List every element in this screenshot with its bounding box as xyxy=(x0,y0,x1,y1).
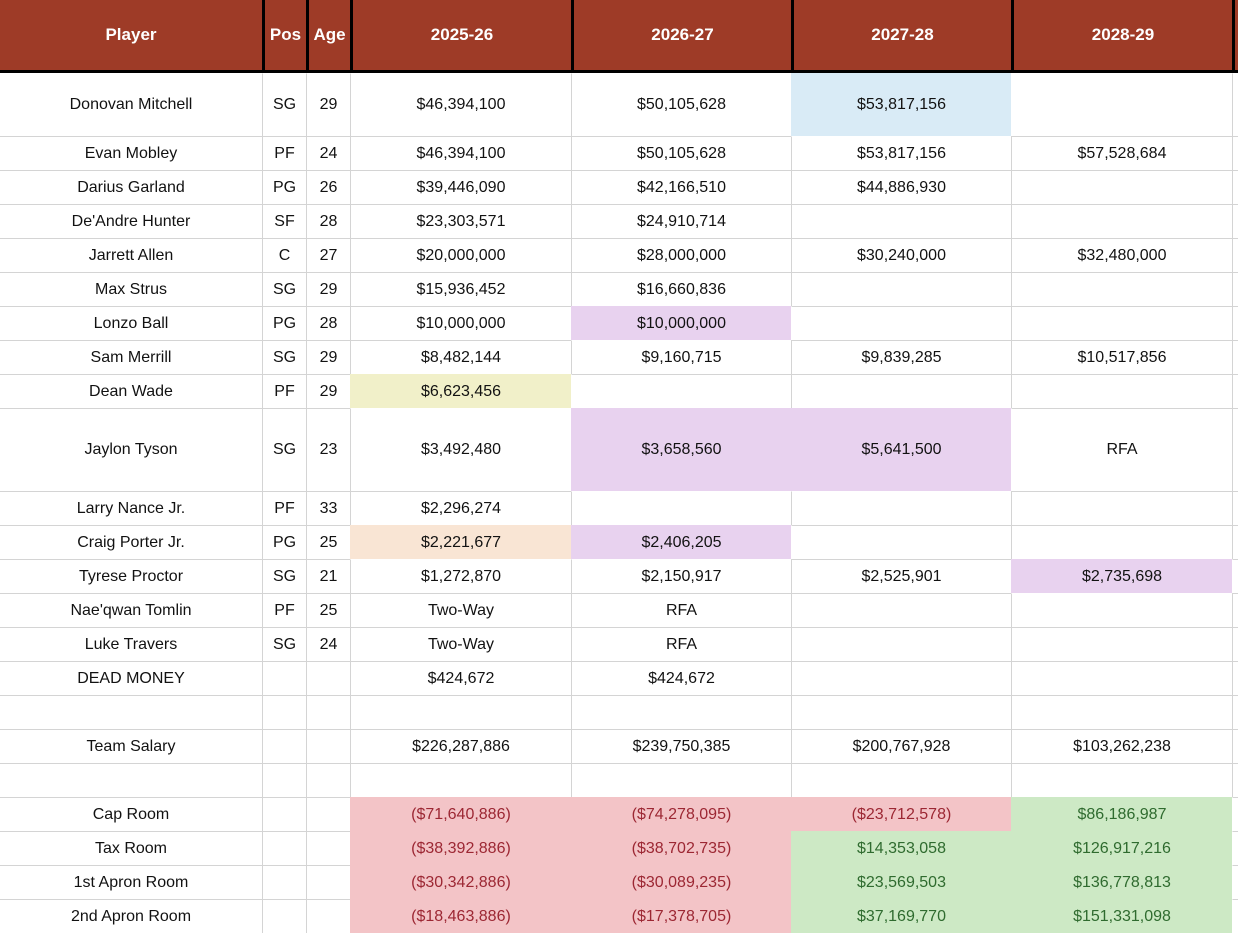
pos-cell[interactable]: PF xyxy=(262,136,306,170)
row-jarrett-allen xyxy=(0,238,1238,272)
pos-cell[interactable] xyxy=(262,661,306,695)
age-cell[interactable] xyxy=(306,865,350,899)
salary-cell-2025-26[interactable]: $39,446,090 xyxy=(350,170,571,204)
salary-cell-2028-29[interactable]: $32,480,000 xyxy=(1011,238,1232,272)
salary-cell-2026-27[interactable]: $10,000,000 xyxy=(571,306,791,340)
salary-cell-2025-26[interactable]: $424,672 xyxy=(350,661,571,695)
player-name-cell[interactable]: De'Andre Hunter xyxy=(0,204,262,238)
salary-cell-2028-29[interactable] xyxy=(1011,491,1232,525)
salary-cell-2027-28[interactable] xyxy=(791,272,1011,306)
column-header-2025-26[interactable]: 2025-26 xyxy=(350,0,571,73)
row-nae-qwan-tomlin xyxy=(0,593,1238,627)
salary-cell-2027-28[interactable]: $200,767,928 xyxy=(791,729,1011,763)
salary-cell-2025-26[interactable]: $8,482,144 xyxy=(350,340,571,374)
column-header-edge[interactable] xyxy=(1232,0,1238,73)
salary-cell-2026-27[interactable]: ($30,089,235) xyxy=(571,865,791,899)
salary-cell-2027-28[interactable] xyxy=(791,695,1011,729)
salary-cell-2027-28[interactable]: $37,169,770 xyxy=(791,899,1011,933)
row-team-salary xyxy=(0,729,1238,763)
pos-cell[interactable]: SG xyxy=(262,272,306,306)
edge-cell[interactable] xyxy=(1232,661,1238,695)
salary-cell-2027-28[interactable] xyxy=(791,593,1011,627)
salary-table-body xyxy=(0,73,1238,933)
salary-cell-2026-27[interactable]: $2,406,205 xyxy=(571,525,791,559)
row-tax-room xyxy=(0,831,1238,865)
salary-cell-2026-27[interactable]: $239,750,385 xyxy=(571,729,791,763)
salary-cell-2025-26[interactable]: ($71,640,886) xyxy=(350,797,571,831)
age-cell[interactable]: 21 xyxy=(306,559,350,593)
salary-cell-2026-27[interactable]: $2,150,917 xyxy=(571,559,791,593)
age-cell[interactable] xyxy=(306,729,350,763)
edge-cell[interactable] xyxy=(1232,170,1238,204)
row-max-strus xyxy=(0,272,1238,306)
player-name-cell[interactable]: Jaylon Tyson xyxy=(0,408,262,491)
salary-cell-2028-29[interactable] xyxy=(1011,525,1232,559)
salary-cell-2028-29[interactable]: $103,262,238 xyxy=(1011,729,1232,763)
salary-cell-2025-26[interactable]: $46,394,100 xyxy=(350,73,571,136)
salary-cell-2027-28[interactable] xyxy=(791,204,1011,238)
row-jaylon-tyson xyxy=(0,408,1238,491)
row-de-andre-hunter xyxy=(0,204,1238,238)
edge-cell[interactable] xyxy=(1232,340,1238,374)
salary-cell-2025-26[interactable]: ($30,342,886) xyxy=(350,865,571,899)
salary-cell-2027-28[interactable] xyxy=(791,306,1011,340)
pos-cell[interactable]: C xyxy=(262,238,306,272)
edge-cell[interactable] xyxy=(1232,899,1238,933)
salary-cell-2026-27[interactable]: $42,166,510 xyxy=(571,170,791,204)
row-dean-wade xyxy=(0,374,1238,408)
pos-cell[interactable]: PF xyxy=(262,593,306,627)
salary-cell-2025-26[interactable]: $6,623,456 xyxy=(350,374,571,408)
salary-cell-2027-28[interactable]: $9,839,285 xyxy=(791,340,1011,374)
salary-cell-2025-26[interactable]: $15,936,452 xyxy=(350,272,571,306)
column-header-player[interactable]: Player xyxy=(0,0,262,73)
salary-cell-2028-29[interactable]: $86,186,987 xyxy=(1011,797,1232,831)
salary-cell-2028-29[interactable]: $2,735,698 xyxy=(1011,559,1232,593)
edge-cell[interactable] xyxy=(1232,204,1238,238)
salary-cell-2027-28[interactable] xyxy=(791,763,1011,797)
edge-cell[interactable] xyxy=(1232,408,1238,491)
salary-cell-2027-28[interactable]: $5,641,500 xyxy=(791,408,1011,491)
age-cell[interactable] xyxy=(306,661,350,695)
edge-cell[interactable] xyxy=(1232,272,1238,306)
salary-cell-2027-28[interactable]: $2,525,901 xyxy=(791,559,1011,593)
salary-cell-2026-27[interactable]: RFA xyxy=(571,627,791,661)
age-cell[interactable]: 33 xyxy=(306,491,350,525)
pos-cell[interactable]: SG xyxy=(262,340,306,374)
row-2nd-apron-room xyxy=(0,899,1238,933)
salary-cell-2027-28[interactable]: $53,817,156 xyxy=(791,136,1011,170)
salary-cell-2026-27[interactable]: RFA xyxy=(571,593,791,627)
pos-cell[interactable]: PF xyxy=(262,491,306,525)
age-cell[interactable]: 29 xyxy=(306,272,350,306)
header-row xyxy=(0,0,1238,73)
salary-cell-2027-28[interactable] xyxy=(791,525,1011,559)
salary-cell-2025-26[interactable]: $46,394,100 xyxy=(350,136,571,170)
pos-cell[interactable] xyxy=(262,797,306,831)
column-header-age[interactable]: Age xyxy=(306,0,350,73)
row-1st-apron-room xyxy=(0,865,1238,899)
pos-cell[interactable] xyxy=(262,831,306,865)
player-name-cell[interactable]: Tax Room xyxy=(0,831,262,865)
salary-cell-2025-26[interactable]: Two-Way xyxy=(350,627,571,661)
salary-cell-2028-29[interactable]: $136,778,813 xyxy=(1011,865,1232,899)
age-cell[interactable] xyxy=(306,899,350,933)
edge-cell[interactable] xyxy=(1232,865,1238,899)
salary-cell-2028-29[interactable] xyxy=(1011,306,1232,340)
age-cell[interactable]: 28 xyxy=(306,204,350,238)
salary-cell-2026-27[interactable]: $9,160,715 xyxy=(571,340,791,374)
salary-cell-2027-28[interactable] xyxy=(791,661,1011,695)
player-name-cell[interactable]: Darius Garland xyxy=(0,170,262,204)
salary-cell-2028-29[interactable] xyxy=(1011,204,1232,238)
edge-cell[interactable] xyxy=(1232,238,1238,272)
salary-cell-2026-27[interactable]: $24,910,714 xyxy=(571,204,791,238)
age-cell[interactable] xyxy=(306,797,350,831)
salary-cell-2025-26[interactable]: $2,296,274 xyxy=(350,491,571,525)
pos-cell[interactable]: SF xyxy=(262,204,306,238)
salary-cell-2025-26[interactable]: $1,272,870 xyxy=(350,559,571,593)
edge-cell[interactable] xyxy=(1232,136,1238,170)
spacer-row xyxy=(0,763,1238,797)
pos-cell[interactable]: SG xyxy=(262,408,306,491)
salary-cell-2028-29[interactable] xyxy=(1011,272,1232,306)
edge-cell[interactable] xyxy=(1232,763,1238,797)
salary-cell-2028-29[interactable] xyxy=(1011,170,1232,204)
salary-cell-2027-28[interactable]: ($23,712,578) xyxy=(791,797,1011,831)
salary-cell-2026-27[interactable]: ($74,278,095) xyxy=(571,797,791,831)
salary-cell-2028-29[interactable] xyxy=(1011,763,1232,797)
edge-cell[interactable] xyxy=(1232,831,1238,865)
row-larry-nance-jr- xyxy=(0,491,1238,525)
salary-cell-2027-28[interactable] xyxy=(791,491,1011,525)
edge-cell[interactable] xyxy=(1232,306,1238,340)
age-cell[interactable]: 29 xyxy=(306,73,350,136)
salary-cell-2026-27[interactable]: $424,672 xyxy=(571,661,791,695)
salary-cell-2026-27[interactable] xyxy=(571,695,791,729)
salary-cell-2027-28[interactable] xyxy=(791,627,1011,661)
salary-cell-2028-29[interactable] xyxy=(1011,374,1232,408)
salary-cell-2027-28[interactable]: $23,569,503 xyxy=(791,865,1011,899)
age-cell[interactable] xyxy=(306,695,350,729)
salary-cell-2028-29[interactable] xyxy=(1011,627,1232,661)
salary-cell-2025-26[interactable]: Two-Way xyxy=(350,593,571,627)
player-name-cell[interactable]: Jarrett Allen xyxy=(0,238,262,272)
row-tyrese-proctor xyxy=(0,559,1238,593)
player-name-cell[interactable]: Craig Porter Jr. xyxy=(0,525,262,559)
salary-cell-2026-27[interactable]: $3,658,560 xyxy=(571,408,791,491)
edge-cell[interactable] xyxy=(1232,627,1238,661)
player-name-cell[interactable]: DEAD MONEY xyxy=(0,661,262,695)
salary-cell-2025-26[interactable]: ($38,392,886) xyxy=(350,831,571,865)
player-name-cell[interactable]: Tyrese Proctor xyxy=(0,559,262,593)
player-name-cell[interactable]: Nae'qwan Tomlin xyxy=(0,593,262,627)
player-name-cell[interactable]: Sam Merrill xyxy=(0,340,262,374)
age-cell[interactable]: 29 xyxy=(306,374,350,408)
edge-cell[interactable] xyxy=(1232,593,1238,627)
salary-cell-2026-27[interactable]: $16,660,836 xyxy=(571,272,791,306)
salary-cell-2025-26[interactable]: $23,303,571 xyxy=(350,204,571,238)
player-name-cell[interactable]: 2nd Apron Room xyxy=(0,899,262,933)
salary-cell-2028-29[interactable] xyxy=(1011,73,1232,136)
salary-cell-2025-26[interactable]: $226,287,886 xyxy=(350,729,571,763)
player-name-cell[interactable] xyxy=(0,695,262,729)
pos-cell[interactable]: PG xyxy=(262,306,306,340)
salary-cell-2027-28[interactable]: $53,817,156 xyxy=(791,73,1011,136)
pos-cell[interactable]: PG xyxy=(262,525,306,559)
player-name-cell[interactable]: Luke Travers xyxy=(0,627,262,661)
spacer-row xyxy=(0,695,1238,729)
salary-cell-2026-27[interactable]: $50,105,628 xyxy=(571,136,791,170)
edge-cell[interactable] xyxy=(1232,374,1238,408)
pos-cell[interactable] xyxy=(262,695,306,729)
age-cell[interactable]: 24 xyxy=(306,136,350,170)
pos-cell[interactable]: PG xyxy=(262,170,306,204)
pos-cell[interactable]: SG xyxy=(262,627,306,661)
salary-cell-2026-27[interactable] xyxy=(571,491,791,525)
player-name-cell[interactable]: Lonzo Ball xyxy=(0,306,262,340)
age-cell[interactable]: 26 xyxy=(306,170,350,204)
player-name-cell[interactable]: Larry Nance Jr. xyxy=(0,491,262,525)
row-sam-merrill xyxy=(0,340,1238,374)
salary-cell-2025-26[interactable]: $20,000,000 xyxy=(350,238,571,272)
edge-cell[interactable] xyxy=(1232,73,1238,136)
edge-cell[interactable] xyxy=(1232,491,1238,525)
column-header-pos[interactable]: Pos xyxy=(262,0,306,73)
age-cell[interactable]: 25 xyxy=(306,525,350,559)
age-cell[interactable]: 24 xyxy=(306,627,350,661)
salary-cell-2028-29[interactable]: $126,917,216 xyxy=(1011,831,1232,865)
salary-cell-2025-26[interactable] xyxy=(350,695,571,729)
edge-cell[interactable] xyxy=(1232,559,1238,593)
player-name-cell[interactable]: Donovan Mitchell xyxy=(69,96,193,113)
column-header-2028-29[interactable]: 2028-29 xyxy=(1011,0,1232,73)
player-name-cell[interactable] xyxy=(0,763,262,797)
age-cell[interactable] xyxy=(306,831,350,865)
row-darius-garland xyxy=(0,170,1238,204)
salary-cell-2026-27[interactable]: $28,000,000 xyxy=(571,238,791,272)
pos-cell[interactable]: SG xyxy=(262,559,306,593)
salary-cell-2026-27[interactable]: ($38,702,735) xyxy=(571,831,791,865)
pos-cell[interactable] xyxy=(262,763,306,797)
age-cell[interactable]: 25 xyxy=(306,593,350,627)
salary-cell-2028-29[interactable]: $57,528,684 xyxy=(1011,136,1232,170)
pos-cell[interactable] xyxy=(262,865,306,899)
edge-cell[interactable] xyxy=(1232,729,1238,763)
column-header-2026-27[interactable]: 2026-27 xyxy=(571,0,791,73)
row-luke-travers xyxy=(0,627,1238,661)
row-donovan-mitchell xyxy=(0,73,1238,136)
salary-cell-2028-29[interactable] xyxy=(1011,661,1232,695)
player-name-cell[interactable]: Team Salary xyxy=(0,729,262,763)
salary-cell-2028-29[interactable]: RFA xyxy=(1011,408,1232,491)
pos-cell[interactable]: SG xyxy=(262,73,306,136)
salary-cell-2026-27[interactable] xyxy=(571,763,791,797)
pos-cell[interactable] xyxy=(262,729,306,763)
pos-cell[interactable] xyxy=(262,899,306,933)
salary-cell-2027-28[interactable]: $14,353,058 xyxy=(791,831,1011,865)
player-name-cell[interactable]: Cap Room xyxy=(0,797,262,831)
player-name-cell[interactable]: Evan Mobley xyxy=(0,136,262,170)
salary-cell-2025-26[interactable] xyxy=(350,763,571,797)
age-cell[interactable]: 27 xyxy=(306,238,350,272)
player-name-cell[interactable]: Max Strus xyxy=(0,272,262,306)
salary-cell-2028-29[interactable]: $10,517,856 xyxy=(1011,340,1232,374)
row-evan-mobley xyxy=(0,136,1238,170)
salary-cell-2026-27[interactable]: ($17,378,705) xyxy=(571,899,791,933)
salary-cell-2027-28[interactable]: $44,886,930 xyxy=(791,170,1011,204)
player-name-cell[interactable]: 1st Apron Room xyxy=(0,865,262,899)
salary-cell-2027-28[interactable]: $30,240,000 xyxy=(791,238,1011,272)
salary-cell-2025-26[interactable]: ($18,463,886) xyxy=(350,899,571,933)
salary-cell-2028-29[interactable]: $151,331,098 xyxy=(1011,899,1232,933)
salary-cell-2025-26[interactable]: $2,221,677 xyxy=(350,525,571,559)
salary-cell-2026-27[interactable] xyxy=(571,374,791,408)
edge-cell[interactable] xyxy=(1232,797,1238,831)
salary-cell-2028-29[interactable] xyxy=(1011,593,1232,627)
row-craig-porter-jr- xyxy=(0,525,1238,559)
salary-cell-2025-26[interactable]: $10,000,000 xyxy=(350,306,571,340)
edge-cell[interactable] xyxy=(1232,695,1238,729)
age-cell[interactable]: 23 xyxy=(306,408,350,491)
age-cell[interactable]: 29 xyxy=(306,340,350,374)
age-cell[interactable] xyxy=(306,763,350,797)
salary-cell-2026-27[interactable]: $50,105,628 xyxy=(571,73,791,136)
row-lonzo-ball xyxy=(0,306,1238,340)
column-header-2027-28[interactable]: 2027-28 xyxy=(791,0,1011,73)
row-cap-room xyxy=(0,797,1238,831)
age-cell[interactable]: 28 xyxy=(306,306,350,340)
player-name-cell[interactable]: Dean Wade xyxy=(0,374,262,408)
pos-cell[interactable]: PF xyxy=(262,374,306,408)
salary-cell-2025-26[interactable]: $3,492,480 xyxy=(350,408,571,491)
edge-cell[interactable] xyxy=(1232,525,1238,559)
row-dead-money xyxy=(0,661,1238,695)
salary-cell-2028-29[interactable] xyxy=(1011,695,1232,729)
salary-cell-2027-28[interactable] xyxy=(791,374,1011,408)
